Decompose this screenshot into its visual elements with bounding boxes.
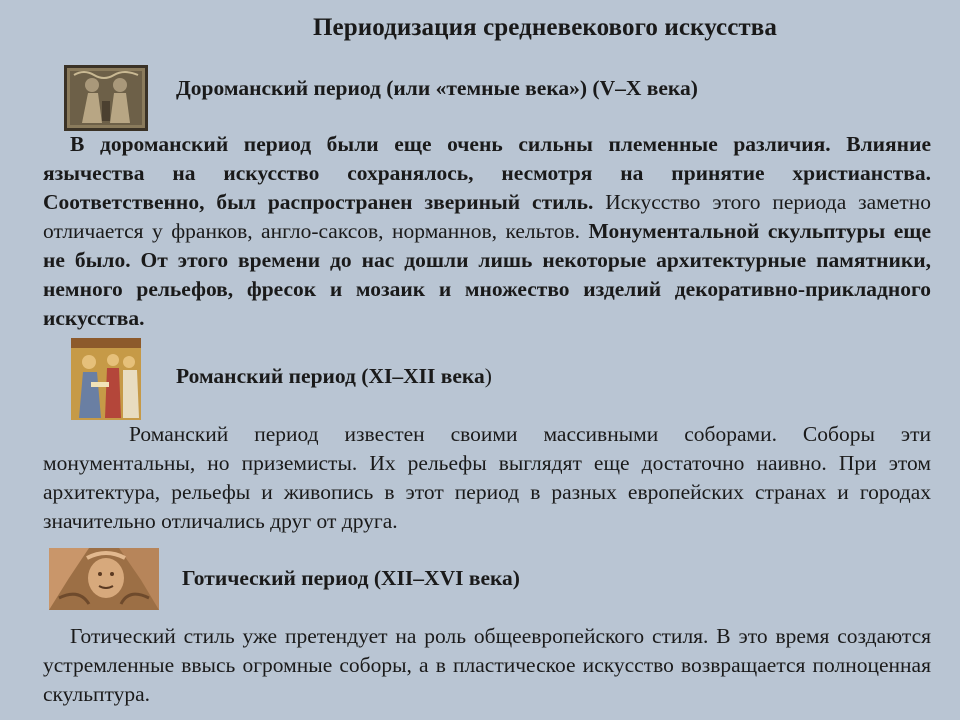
paragraph-gothic: Готический стиль уже претендует на роль общеевропейского стиля. В это время создаются устремленные ввысь огромные соборы, а в пластическое искусство возвращается полноценная скульптура. — [43, 624, 931, 706]
paragraph-romanesque: Романский период известен своими массивными соборами. Соборы эти монументальны, но приземисты. Их рельефы выглядят еще достаточно наивно. При этом архитектура, рельефы и живопись в этот период в разных европейских странах и городах значительно отличались друг от друга. — [43, 422, 931, 533]
heading-text: Романский период (XI–XII века — [176, 364, 485, 388]
paragraph-preromanesque — [43, 130, 931, 333]
gothic-angel-sculpture-image — [49, 548, 159, 610]
romanesque-miniature-image — [71, 338, 141, 420]
section-heading-romanesque — [176, 364, 492, 389]
paragraph-part: Монументальной скульптуры еще не было. От этого времени до нас дошли лишь некоторые архитектурные памятники, немного рельефов, фресок и мозаик и множество изделий декоративно-прикладного искусства. — [43, 219, 931, 330]
paragraph-part: В дороманский период были еще очень сильны племенные различия. Влияние язычества на искусство сохранялось, несмотря на принятие христианства. Соответственно, был распространен звериный стиль. — [43, 132, 931, 214]
reliquary-relief-image — [64, 65, 148, 131]
slide-title: Периодизация средневекового искусства — [312, 14, 778, 41]
section-heading-preromanesque: Дороманский период (или «темные века») (V–X века) — [176, 76, 698, 100]
section-heading-gothic: Готический период (XII–XVI века) — [182, 566, 520, 590]
paragraph-part: Искусство этого периода заметно отличается у франков, англо-саксов, норманнов, кельтов. — [43, 190, 931, 243]
heading-tail: ) — [484, 364, 492, 388]
